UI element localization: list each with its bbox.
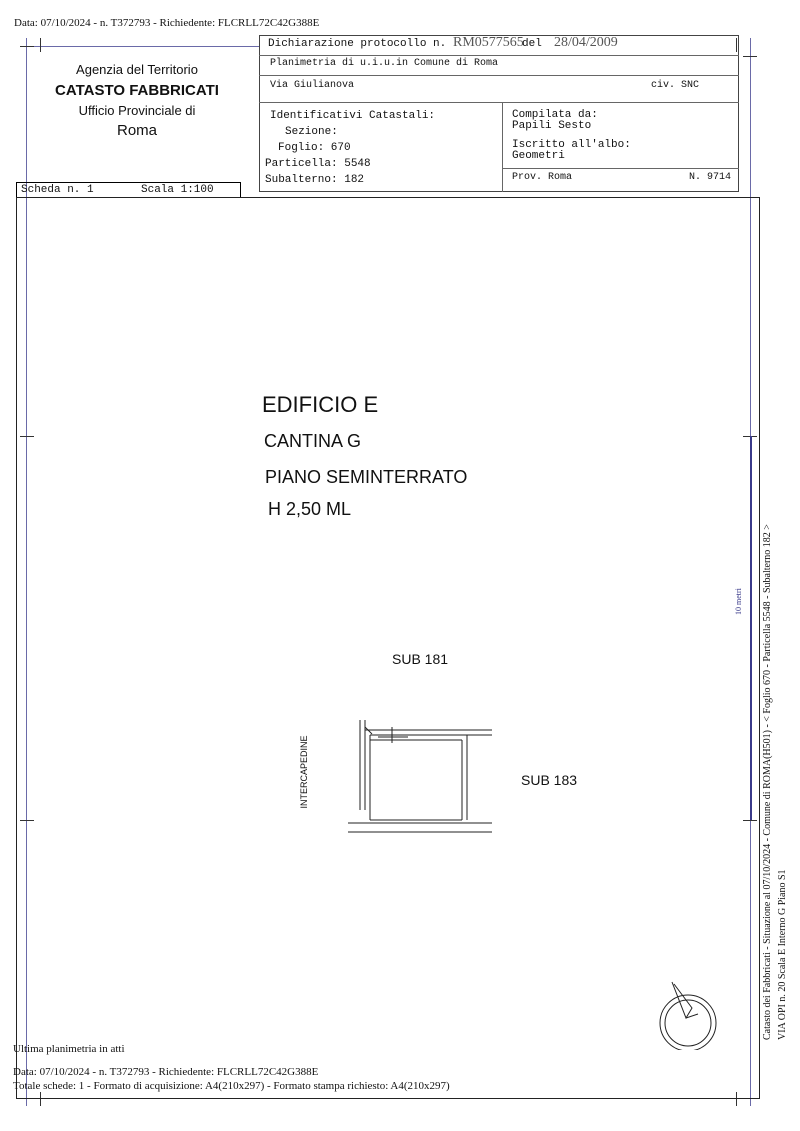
address-civ: civ. SNC <box>651 80 700 91</box>
drawing-frame <box>16 197 760 1099</box>
north-arrow-icon <box>652 978 724 1050</box>
compilata-label: Compilata da: <box>512 109 598 121</box>
identificativi-particella: Particella: 5548 <box>265 158 371 170</box>
protocol-del: del <box>522 38 542 50</box>
protocol-label: Dichiarazione protocollo n. <box>268 38 447 50</box>
footer-ultima: Ultima planimetria in atti <box>13 1043 125 1055</box>
altezza-label: H 2,50 ML <box>268 499 352 519</box>
scheda-number: Scheda n. 1 <box>21 184 94 196</box>
crop-mark <box>743 56 757 57</box>
iscritto-albo: Geometri <box>512 150 565 162</box>
agency-catasto: CATASTO FABBRICATI <box>55 82 219 99</box>
frame-top <box>26 46 260 47</box>
agency-name: Agenzia del Territorio <box>76 62 198 77</box>
scale-bar <box>750 436 752 820</box>
prov-label: Prov. Roma <box>512 172 573 183</box>
iscritto-label: Iscritto all'albo: <box>512 139 631 151</box>
planimetria-title: Planimetria di u.i.u.in Comune di Roma <box>270 58 499 69</box>
header-col-divider <box>502 102 503 192</box>
header-row-divider <box>502 168 739 169</box>
crop-mark <box>40 38 41 52</box>
edificio-label: EDIFICIO E <box>262 392 379 417</box>
protocol-date: 28/04/2009 <box>554 35 618 50</box>
scheda-scale: Scala 1:100 <box>141 184 214 196</box>
identificativi-foglio: Foglio: 670 <box>278 142 351 154</box>
compilata-name: Papili Sesto <box>512 120 592 132</box>
side-note-address: VIA OPI n. 20 Scala E Interno G Piano S1 <box>777 869 788 1040</box>
sub-east-label: SUB 183 <box>521 772 578 788</box>
identificativi-sezione: Sezione: <box>285 126 338 138</box>
albo-number: N. 9714 <box>689 172 732 183</box>
footer-line1: Data: 07/10/2024 - n. T372793 - Richiedente: FLCRLL72C42G388E <box>13 1066 319 1078</box>
scale-bar-label: 10 metri <box>734 588 743 615</box>
agency-city: Roma <box>116 122 157 139</box>
side-note-catasto: Catasto dei Fabbricati - Situazione al 07/10/2024 - Comune di ROMA(H501) - < Foglio 670 - Particella 5548 - Subalterno 182 > <box>762 524 773 1040</box>
identificativi-subalterno: Subalterno: 182 <box>265 174 365 186</box>
cantina-label: CANTINA G <box>264 431 362 451</box>
intercapedine-label: INTERCAPEDINE <box>299 735 309 809</box>
protocol-number: RM0577565 <box>453 35 524 50</box>
footer-line2: Totale schede: 1 - Formato di acquisizione: A4(210x297) - Formato stampa richiesto: A4(210x297) <box>13 1080 450 1092</box>
identificativi-title: Identificativi Catastali: <box>270 110 436 122</box>
piano-label: PIANO SEMINTERRATO <box>265 467 468 487</box>
header-row-divider <box>259 55 739 56</box>
header-row-divider <box>259 75 739 76</box>
address-street: Via Giulianova <box>270 80 355 91</box>
header-note: Data: 07/10/2024 - n. T372793 - Richiedente: FLCRLL72C42G388E <box>14 17 320 29</box>
sub-north-label: SUB 181 <box>392 651 449 667</box>
agency-ufficio: Ufficio Provinciale di <box>78 103 196 118</box>
floor-plan <box>340 715 500 835</box>
crop-mark <box>20 46 34 47</box>
header-row-divider <box>259 102 739 103</box>
